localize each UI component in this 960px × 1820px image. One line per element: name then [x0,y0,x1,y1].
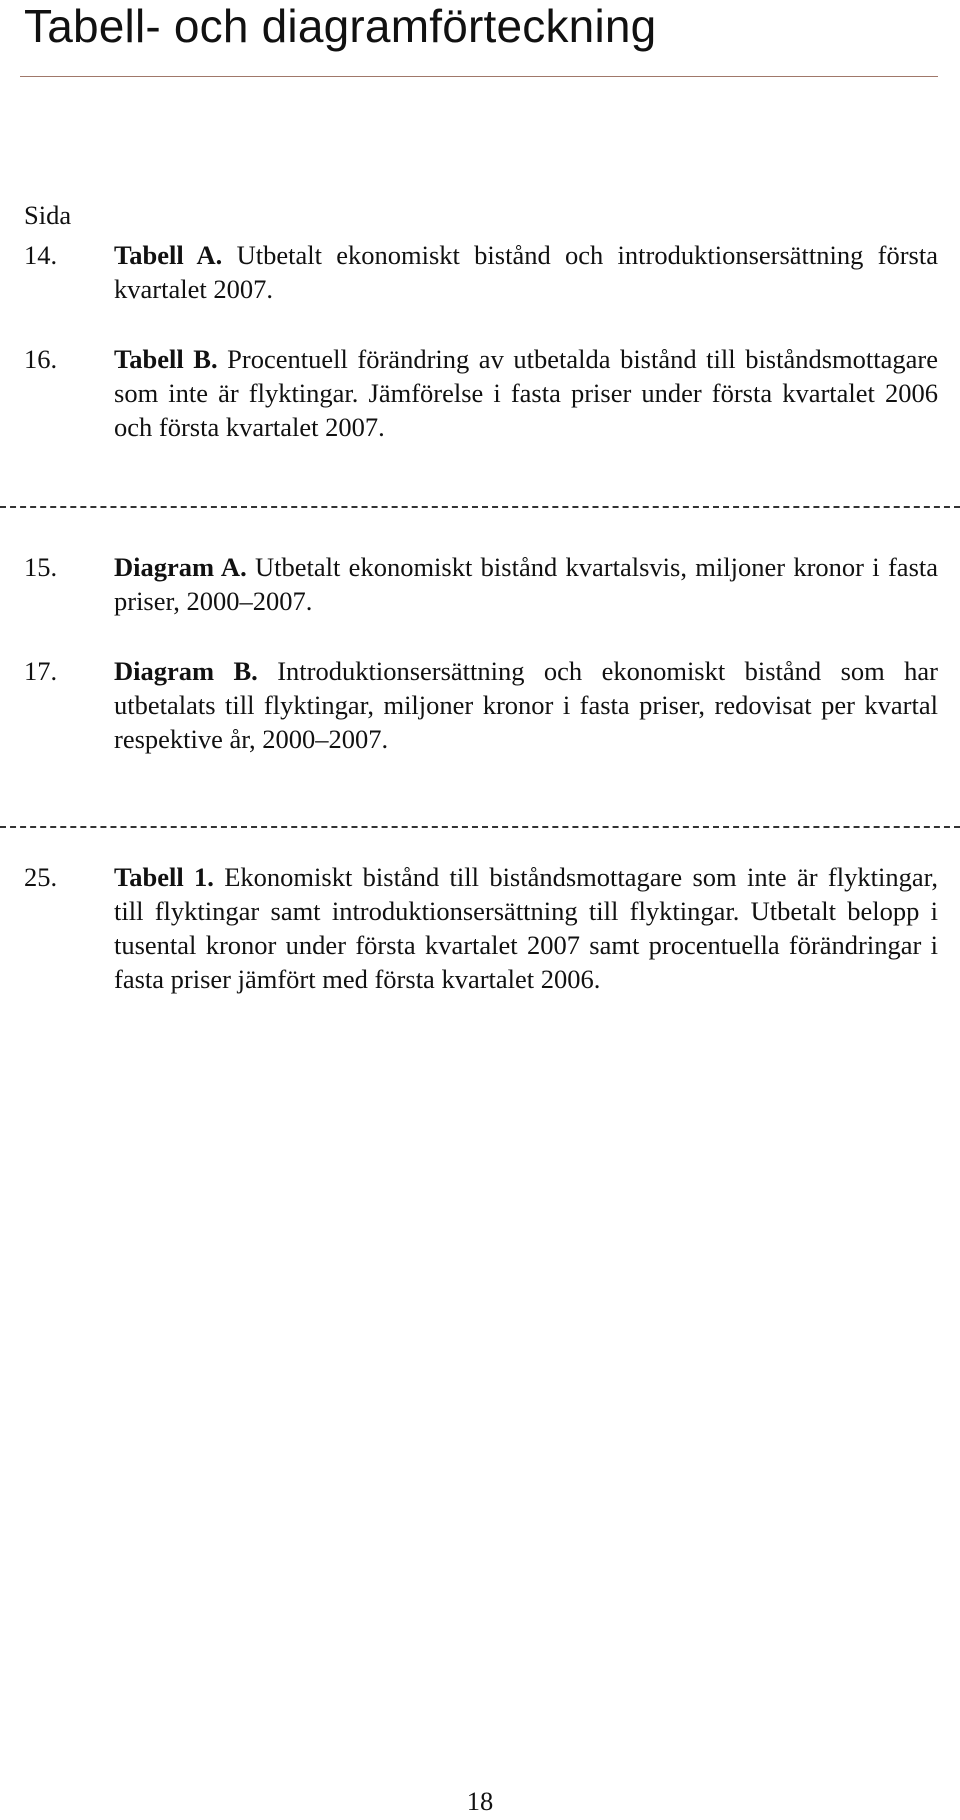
entry-label: Diagram B. [114,656,258,686]
entry-label: Diagram A. [114,552,247,582]
entry-page-number: 25. [24,862,58,892]
entry-page-number: 17. [24,656,58,686]
entry-text: Utbetalt ekonomiskt bistånd och introduktionsersättning första kvartalet 2007. [114,240,938,304]
entry-text: Ekonomiskt bistånd till biståndsmottagare som inte är flyktingar, till flyktingar samt introduktionsersättning till flyktingar. Utbetalt belopp i tusental kronor under första kvartalet 2007 samt procentuella förändringar i fasta priser jämfört med första kvartalet 2006. [114,862,938,994]
entry-label: Tabell A. [114,240,223,270]
title-rule [20,76,938,77]
entry-page-number: 15. [24,552,58,582]
entry-text: Utbetalt ekonomiskt bistånd kvartalsvis, miljoner kronor i fasta priser, 2000–2007. [114,552,938,616]
entry-page-number: 16. [24,344,58,374]
entry-description [114,342,938,444]
entry-label: Tabell 1. [114,862,214,892]
entry-description [114,654,938,756]
entry-description [114,238,938,306]
page-number: 18 [466,1786,494,1816]
entry-text: Procentuell förändring av utbetalda bistånd till biståndsmottagare som inte är flyktingar. Jämförelse i fasta priser under första kvartalet 2006 och första kvartalet 2007. [114,344,939,442]
entry-text: Introduktionsersättning och ekonomiskt bistånd som har utbetalats till flyktingar, miljoner kronor i fasta priser, redovisat per kvartal respektive år, 2000–2007. [114,656,938,754]
section-divider [0,506,960,508]
section-divider [0,826,960,828]
entry-page-number: 14. [24,240,58,270]
entry-description [114,550,938,618]
sida-label: Sida [24,200,72,230]
page-title: Tabell- och diagramförteckning [24,0,657,52]
entry-label: Tabell B. [114,344,218,374]
entry-description [114,860,938,996]
